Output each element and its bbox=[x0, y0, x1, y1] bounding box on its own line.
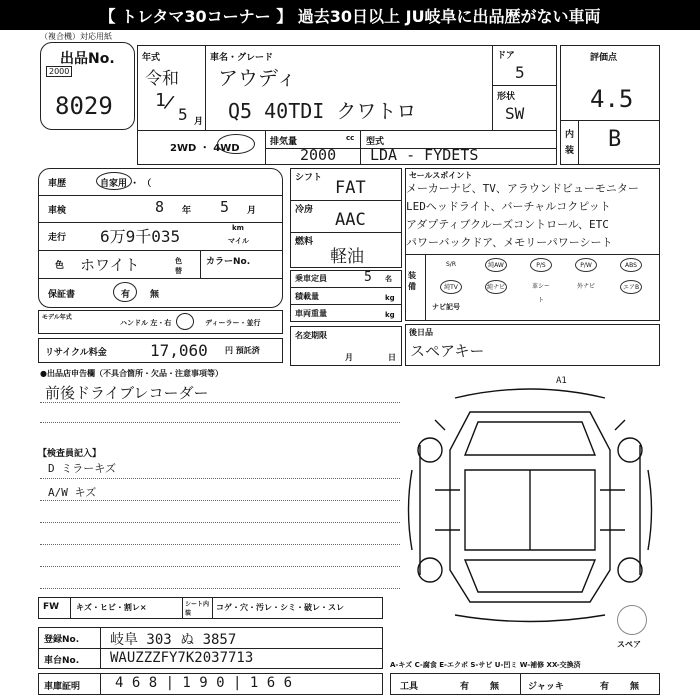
fuel-value: 軽油 bbox=[330, 247, 364, 267]
equipment-label: 装備 bbox=[408, 271, 416, 291]
lot-label: 出品No. bbox=[60, 51, 115, 67]
drive-selected-ring bbox=[217, 134, 255, 154]
exhibitor-value: 前後ドライブレコーダー bbox=[45, 384, 209, 402]
eq-navi: 純ナビ bbox=[485, 280, 507, 294]
ac-value: AAC bbox=[335, 210, 366, 230]
tools-yes: 有 bbox=[460, 682, 470, 692]
shift-label: シフト bbox=[295, 173, 323, 183]
legend: A-キズ C-腐食 E-エクボ S-サビ U-凹ミ W-補修 XX-交換済 bbox=[390, 661, 581, 669]
registration-value: 岐阜 303 ぬ 3857 bbox=[110, 632, 237, 648]
mileage-label: 走行 bbox=[48, 233, 67, 243]
displacement-value: 2000 bbox=[300, 146, 337, 164]
load-label: 積載量 bbox=[295, 292, 319, 301]
mileage-unit-km: km bbox=[232, 224, 244, 232]
registration-label: 登録No. bbox=[44, 635, 80, 645]
tools-box bbox=[390, 673, 660, 695]
interior-value: B bbox=[608, 127, 622, 152]
ac-label: 冷房 bbox=[295, 205, 314, 215]
warranty-yes: 有 bbox=[121, 290, 131, 300]
recycle-label: リサイクル料金 bbox=[45, 348, 107, 358]
inspector-label: 【検査員記入】 bbox=[38, 449, 102, 459]
subbanner: （複合機）対応用紙 bbox=[40, 32, 112, 41]
interior-label-1: 内 bbox=[565, 130, 575, 140]
chassis-value: WAUZZZFY7K2037713 bbox=[110, 650, 254, 666]
shape-label: 形状 bbox=[497, 92, 516, 102]
lot-stamp: 2000 bbox=[46, 66, 72, 77]
fw-items: キズ・ヒビ・割レ× bbox=[76, 603, 147, 612]
model-value: LDA - FYDETS bbox=[370, 146, 479, 164]
name-grade: Q5 40TDI クワトロ bbox=[228, 99, 417, 123]
accessories-value: スペアキー bbox=[410, 342, 485, 360]
score-value: 4.5 bbox=[590, 85, 634, 113]
equipment-extra: ナビ記号 bbox=[432, 303, 460, 311]
jack-yes: 有 bbox=[600, 682, 610, 692]
year-value: 1 bbox=[155, 90, 166, 111]
inspection-month-unit: 月 bbox=[247, 206, 257, 216]
history-ring bbox=[96, 172, 132, 190]
sales-line-3: アダプティブクルーズコントロール、ETC bbox=[406, 218, 609, 231]
banner-text: 【 トレタマ30コーナー 】 過去30日以上 JU岐阜に出品歴がない車両 bbox=[99, 7, 601, 26]
fw-label: FW bbox=[43, 602, 60, 612]
owner-change-label: 名変期限 bbox=[295, 331, 327, 340]
color-value: ホワイト bbox=[80, 256, 140, 274]
fw-seat-label: シート内装 bbox=[185, 601, 210, 617]
diagram-mark: A1 bbox=[556, 376, 567, 386]
capacity-unit: 名 bbox=[385, 275, 392, 283]
year-era: 令和 bbox=[145, 69, 179, 89]
inspection-label: 車検 bbox=[48, 206, 67, 216]
certificate-label: 車庫証明 bbox=[44, 682, 81, 692]
name-make: アウディ bbox=[218, 66, 297, 90]
year-month-unit: 月 bbox=[194, 117, 204, 127]
color-code-label: カラーNo. bbox=[206, 257, 251, 267]
drive-label: 2WD ・ 4WD bbox=[170, 143, 240, 154]
warranty-no: 無 bbox=[150, 290, 160, 300]
fw-seat: コゲ・穴・汚レ・シミ・破レ・スレ bbox=[216, 603, 344, 612]
exhibitor-label: ●出品店申告欄（不具合箇所・欠品・注意事項等） bbox=[40, 369, 223, 378]
year-label: 年式 bbox=[142, 53, 161, 63]
spare-icon bbox=[617, 605, 647, 635]
spare-label: スペア bbox=[617, 640, 641, 649]
jack-label: ジャッキ bbox=[528, 682, 564, 692]
displacement-unit: cc bbox=[346, 134, 355, 142]
accessories-label: 後日品 bbox=[409, 328, 433, 337]
name-label: 車名・グレード bbox=[210, 53, 274, 63]
jack-no: 無 bbox=[630, 682, 640, 692]
certificate-value: 4 6 8 | 1 9 0 | 1 6 6 bbox=[115, 675, 293, 691]
recycle-value: 17,060 bbox=[150, 341, 208, 360]
model-year-label: モデル年式 bbox=[42, 314, 72, 321]
eq-pw: P/W bbox=[575, 258, 597, 272]
inspector-line-1: D ミラーキズ bbox=[48, 462, 117, 475]
inspection-year: 8 bbox=[155, 198, 165, 216]
eq-tv: 純TV bbox=[440, 280, 462, 294]
handle-ring bbox=[176, 313, 194, 330]
interior-label-2: 装 bbox=[565, 146, 575, 156]
capacity-label: 乗車定員 bbox=[295, 274, 327, 283]
warranty-label: 保証書 bbox=[48, 290, 76, 300]
doors-label: ドア bbox=[497, 51, 515, 61]
eq-sr: S/R bbox=[446, 261, 456, 268]
lot-number: 8029 bbox=[55, 92, 113, 120]
history-label: 車歴 bbox=[48, 179, 67, 189]
warranty-ring bbox=[113, 282, 137, 302]
mileage-value: 6万9千035 bbox=[100, 227, 181, 246]
model-year-handle: ハンドル 左・右 bbox=[120, 319, 172, 327]
chassis-label: 車台No. bbox=[44, 656, 80, 666]
model-year-dealer: ディーラー・並行 bbox=[205, 319, 261, 327]
sales-points-label: セールスポイント bbox=[409, 171, 473, 180]
weight-label: 車両重量 bbox=[295, 309, 327, 318]
car-diagram bbox=[400, 370, 660, 630]
shape-value: SW bbox=[505, 104, 525, 123]
sales-line-4: パワーバックドア、メモリーパワーシート bbox=[406, 236, 613, 249]
eq-ps: P/S bbox=[530, 258, 552, 272]
shift-value: FAT bbox=[335, 178, 366, 198]
owner-change-day: 日 bbox=[388, 353, 396, 362]
owner-change-month: 月 bbox=[345, 353, 353, 362]
sales-line-1: メーカーナビ、TV、アラウンドビューモニター bbox=[406, 182, 639, 195]
tools-no: 無 bbox=[490, 682, 500, 692]
history-text: 自家用 ・ （ bbox=[100, 179, 152, 189]
color-label: 色 bbox=[55, 261, 65, 271]
weight-unit: kg bbox=[385, 311, 395, 319]
recycle-unit: 円 預託済 bbox=[225, 346, 260, 355]
inspection-year-unit: 年 bbox=[182, 206, 192, 216]
fuel-label: 燃料 bbox=[295, 237, 314, 247]
eq-aw: 純AW bbox=[485, 258, 507, 272]
eq-airbag: エアB bbox=[620, 280, 642, 294]
displacement-label: 排気量 bbox=[270, 137, 298, 147]
eq-abs: ABS bbox=[620, 258, 642, 272]
year-month: 5 bbox=[178, 105, 188, 124]
inspection-month: 5 bbox=[220, 198, 230, 216]
eq-leather: 革シート bbox=[531, 283, 550, 304]
doors-value: 5 bbox=[515, 63, 525, 82]
color-side: 色替 bbox=[175, 257, 182, 275]
mileage-unit-mile: マイル bbox=[228, 237, 249, 245]
score-label: 評価点 bbox=[590, 53, 618, 63]
inspector-line-2: A/W キズ bbox=[48, 486, 97, 499]
load-unit: kg bbox=[385, 294, 395, 302]
model-label: 型式 bbox=[366, 137, 385, 147]
sales-line-2: LEDヘッドライト、バーチャルコクピット bbox=[406, 200, 611, 213]
eq-ext-navi: 外ナビ bbox=[576, 283, 595, 290]
capacity-value: 5 bbox=[364, 270, 372, 285]
tools-label: 工具 bbox=[400, 682, 419, 692]
